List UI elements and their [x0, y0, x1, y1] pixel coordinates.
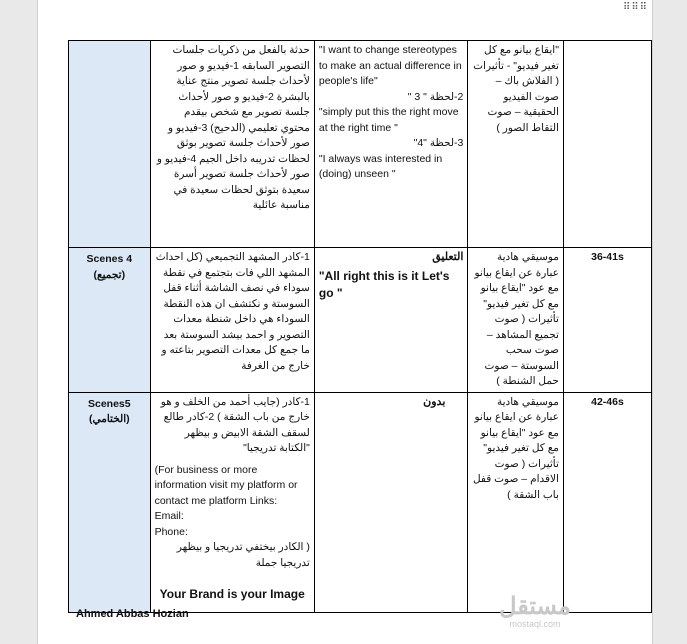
document-page: [38, 0, 652, 644]
scene-cell: [69, 41, 151, 248]
table-row: [69, 392, 652, 612]
comment-cell: [314, 392, 468, 612]
time-cell: 42-46s: [563, 392, 651, 612]
storyboard-table: [68, 40, 652, 613]
cta-text: (For business or more information visit my platform or contact me platform Links: Email: Phone:: [154, 463, 298, 538]
audio-cell: موسيقي هادية عبارة عن ايقاع بيانو مع عود "ايقاع بيانو مع كل تغير فيديو" تأثيرات ( صوت الاقدام – صوت قفل باب الشقة ): [468, 392, 564, 612]
scene-cell: [69, 392, 151, 612]
time-cell: [563, 41, 651, 248]
audio-cell: "ايقاع بيانو مع كل تغير فيديو" - تأثيرات ( الفلاش باك – صوت الفيديو الحقيقية – صوت التقاط الصور ): [468, 41, 564, 248]
mostaql-watermark: [485, 595, 585, 630]
watermark-logo: مستقل: [499, 593, 571, 620]
audio-cell: موسيقي هادية عبارة عن ايقاع بيانو مع عود "ايقاع بيانو مع كل تغير فيديو" تأثيرات ( صوت تجميع المشاهد – صوت سحب السوستة – صوت حمل الشنطة ): [468, 248, 564, 393]
table-row: [69, 248, 652, 393]
scene-subtitle: (تجميع): [93, 268, 126, 281]
description-cell: حدثة بالفعل من ذكريات جلسات التصوير السابقه 1-فيديو و صور لأحداث جلسة تصوير منتج عناية بالبشرة 2-فيديو و صور لأحداث جلسة تصوير مع شخص بيقدم محتوي تعليمي (الدحيح) 3-فيديو و صور لأحداث جلسة تصوير بوثق لحظات تدريبه داخل الجيم 4-فيديو و صور لأحداث جلسة تصوير أسرة سعيدة بتوثق لحظات سعيدة في مناسبة عائلية: [150, 41, 314, 248]
scene-subtitle: (الختامي): [88, 413, 130, 425]
author-name: Ahmed Abbas Hozian: [76, 608, 189, 620]
table-row: [69, 41, 652, 248]
comment-cell: [314, 248, 468, 393]
comment-none: بدون: [423, 395, 446, 408]
scene-cell: [69, 248, 151, 393]
time-cell: 36-41s: [563, 248, 651, 393]
comment-cell: "I want to change stereotypes to make an actual difference in people's life" 2-لحظة " 3 " "simply put this the right move at the right time " 3-لحظة "4" "I always was interested in (doing) unseen ": [314, 41, 468, 248]
description-cell: 1-كادر المشهد التجميعي (كل احداث المشهد اللي فات بتجتمع في نقطة سوداء في نصف الشاشة أثناء قفل السوستة و نكتشف ان هذه النقطة السوداء هي داخل شنطة معدات التصوير و احمد بيشد السوستة بعد ما جمع كل معدات التصوير بتاعته و خارج من الغرفة: [150, 248, 314, 393]
comment-quote: "All right this is it Let's go ": [318, 268, 450, 300]
scene-title: Scenes 4: [86, 253, 133, 265]
brand-slogan: Your Brand is your Image: [159, 587, 305, 601]
scene-title: Scenes5: [87, 397, 131, 410]
watermark-url: mostaql.com: [509, 619, 561, 629]
comment-heading: التعليق: [432, 251, 464, 263]
description-cell: 1-كادر (جايب أحمد من الخلف و هو خارج من باب الشقة ) 2-كادر طالع لسقف الشقة الابيض و بيظهر "الكتابة تدريجيا" (For business or more information visit my platform or contact me platform Links: Email: Phone: ( الكادر بيختفي تدريجيا و بيظهر تدريجيا جملة Your Brand is your Image: [150, 392, 314, 612]
window-grip-icon[interactable]: ⠿⠿⠿: [623, 2, 648, 13]
